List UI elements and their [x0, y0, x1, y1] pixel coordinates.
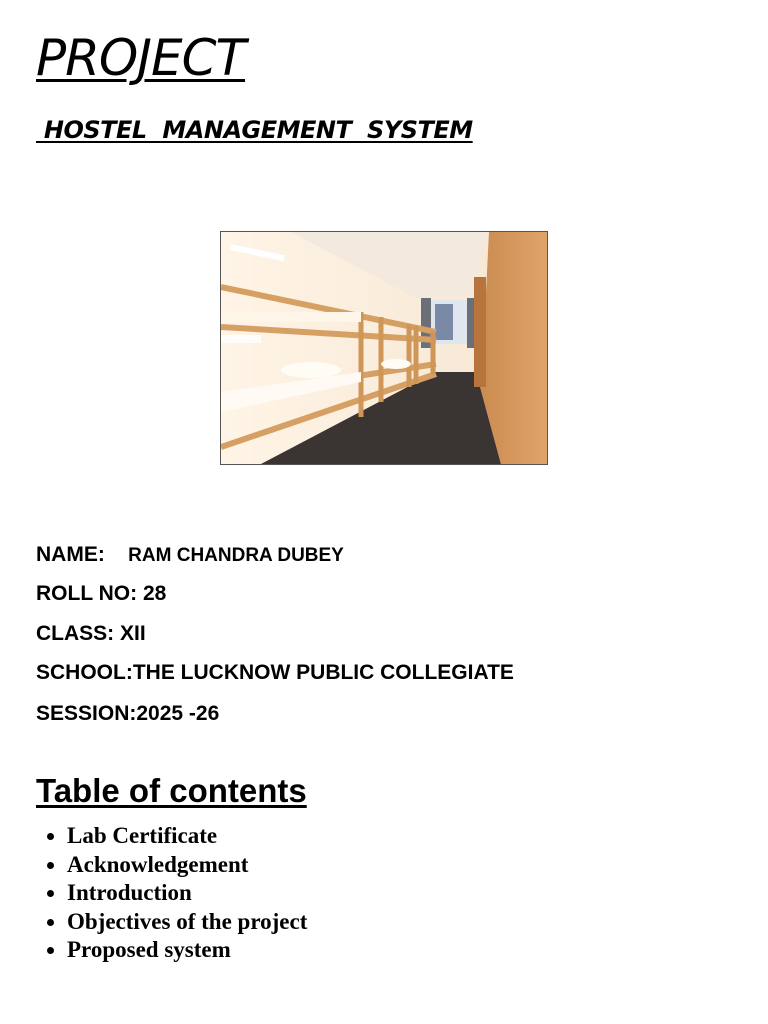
hostel-room-image: [220, 231, 548, 465]
toc-list: [36, 822, 307, 965]
name-label: NAME:: [36, 543, 105, 566]
class-row: [36, 621, 146, 646]
hostel-room-illustration: [221, 232, 547, 464]
toc-item: • Acknowledgement: [67, 851, 307, 880]
toc-item: • Introduction: [67, 879, 307, 908]
roll-number-row: [36, 581, 166, 606]
roll-label: ROLL NO:: [36, 582, 138, 605]
toc-heading: Table of contents: [36, 772, 307, 809]
class-value: XII: [120, 622, 146, 645]
session-value: 2025 -26: [136, 702, 220, 725]
roll-value: 28: [142, 582, 167, 605]
school-row: [36, 660, 514, 685]
school-label: SCHOOL:: [36, 661, 133, 684]
school-value: THE LUCKNOW PUBLIC COLLEGIATE: [132, 661, 514, 684]
toc-item: • Objectives of the project: [67, 908, 307, 937]
session-label: SESSION:: [36, 702, 137, 725]
toc-item: • Lab Certificate: [67, 822, 307, 851]
document-title: PROJECT: [36, 29, 246, 87]
student-name-row: [36, 542, 344, 568]
session-row: [36, 701, 219, 726]
class-label: CLASS:: [36, 622, 115, 645]
name-value: RAM CHANDRA DUBEY: [128, 545, 344, 566]
document-subtitle: HOSTEL MANAGEMENT SYSTEM: [36, 116, 473, 144]
toc-item: • Proposed system: [67, 936, 307, 965]
